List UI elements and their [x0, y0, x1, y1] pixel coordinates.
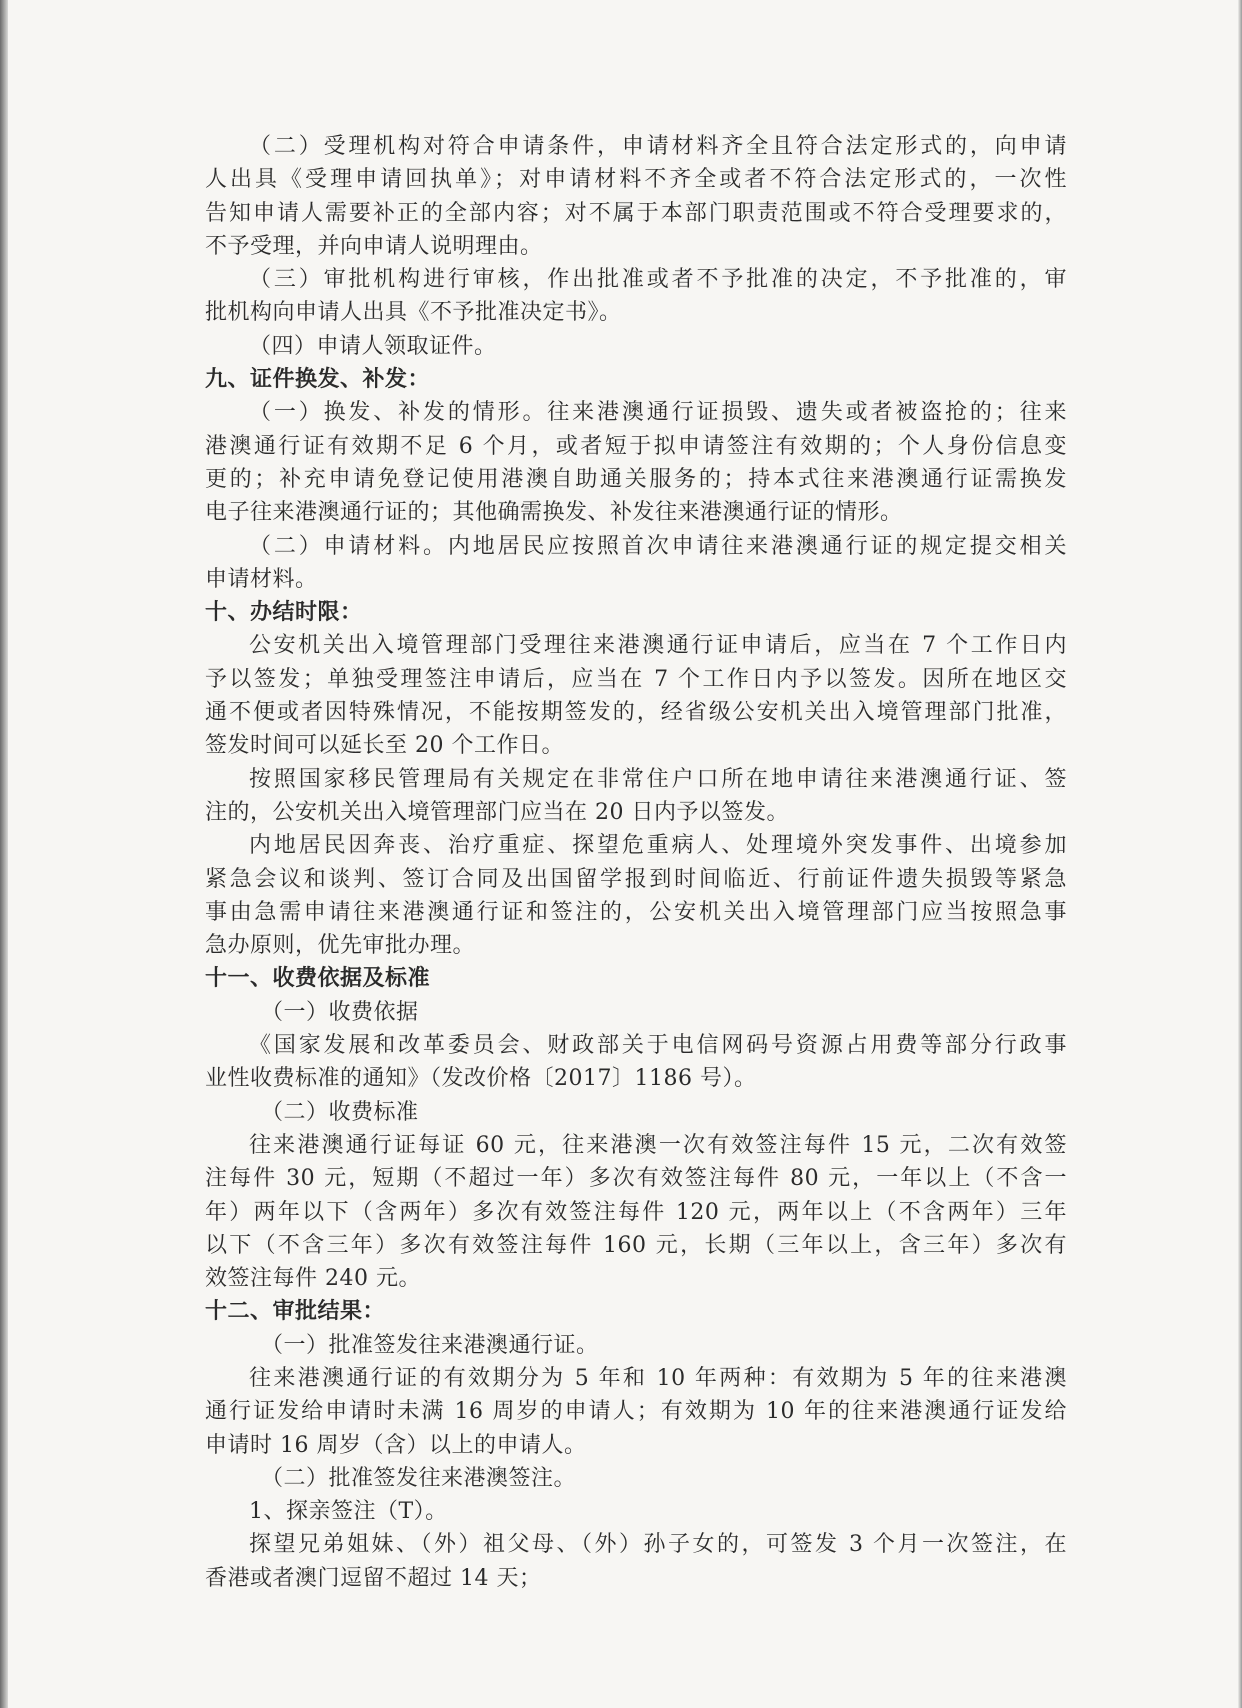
text-line: 急办原则，优先审批办理。 — [205, 933, 476, 959]
text-line: 香港或者澳门逗留不超过 14 天； — [205, 1565, 542, 1591]
text-line: 申请材料。 — [205, 566, 318, 592]
text-line: 往来港澳通行证每证 60 元，往来港澳一次有效签注每件 15 元，二次有效签 — [249, 1132, 1067, 1158]
text-line: 事由急需申请往来港澳通行证和签注的，公安机关出入境管理部门应当按照急事 — [205, 899, 1067, 925]
text-line: （一）收费依据 — [261, 999, 419, 1025]
text-line: 注的，公安机关出入境管理部门应当在 20 日内予以签发。 — [205, 799, 789, 825]
text-line: （一）批准签发往来港澳通行证。 — [261, 1332, 599, 1358]
text-line: 公安机关出入境管理部门受理往来港澳通行证申请后，应当在 7 个工作日内 — [249, 633, 1067, 659]
text-line: 业性收费标准的通知》（发改价格〔2017〕1186 号）。 — [205, 1066, 757, 1092]
scan-edge-right — [1238, 0, 1242, 1708]
text-line: （一）换发、补发的情形。往来港澳通行证损毁、遗失或者被盗抢的；往来 — [249, 400, 1067, 426]
scan-edge-left — [0, 0, 8, 1708]
text-line: 按照国家移民管理局有关规定在非常住户口所在地申请往来港澳通行证、签 — [249, 766, 1067, 792]
text-line: 告知申请人需要补正的全部内容；对不属于本部门职责范围或不符合受理要求的， — [205, 200, 1067, 226]
text-line: 1、探亲签注（T）。 — [249, 1499, 448, 1525]
text-line: 签发时间可以延长至 20 个工作日。 — [205, 733, 564, 759]
text-line: （二）申请材料。内地居民应按照首次申请往来港澳通行证的规定提交相关 — [249, 533, 1067, 559]
text-line: 人出具《受理申请回执单》；对申请材料不齐全或者不符合法定形式的，一次性 — [205, 167, 1067, 193]
text-line: 年）两年以下（含两年）多次有效签注每件 120 元，两年以上（不含两年）三年 — [205, 1199, 1067, 1225]
text-line: 内地居民因奔丧、治疗重症、探望危重病人、处理境外突发事件、出境参加 — [249, 833, 1067, 859]
section-heading: 十二、审批结果： — [205, 1299, 386, 1325]
text-line: 探望兄弟姐妹、（外）祖父母、（外）孙子女的，可签发 3 个月一次签注，在 — [249, 1532, 1067, 1558]
text-line: （四）申请人领取证件。 — [249, 333, 497, 359]
text-line: 港澳通行证有效期不足 6 个月，或者短于拟申请签注有效期的；个人身份信息变 — [205, 433, 1067, 459]
text-line: （二）收费标准 — [261, 1099, 419, 1125]
document-page — [205, 130, 1067, 1595]
text-line: 申请时 16 周岁（含）以上的申请人。 — [205, 1432, 587, 1458]
text-line: 往来港澳通行证的有效期分为 5 年和 10 年两种：有效期为 5 年的往来港澳 — [249, 1365, 1067, 1391]
text-line: 《国家发展和改革委员会、财政部关于电信网码号资源占用费等部分行政事 — [249, 1033, 1067, 1059]
section-heading: 十一、收费依据及标准 — [205, 966, 431, 992]
text-line: 予以签发；单独受理签注申请后，应当在 7 个工作日内予以签发。因所在地区交 — [205, 666, 1067, 692]
text-line: 以下（不含三年）多次有效签注每件 160 元，长期（三年以上，含三年）多次有 — [205, 1232, 1067, 1258]
text-line: 电子往来港澳通行证的；其他确需换发、补发往来港澳通行证的情形。 — [205, 500, 903, 526]
text-line: （二）批准签发往来港澳签注。 — [261, 1465, 577, 1491]
text-line: 通不便或者因特殊情况，不能按期签发的，经省级公安机关出入境管理部门批准， — [205, 700, 1067, 726]
section-heading: 十、办结时限： — [205, 600, 363, 626]
text-line: 紧急会议和谈判、签订合同及出国留学报到时间临近、行前证件遗失损毁等紧急 — [205, 866, 1067, 892]
text-line: （二）受理机构对符合申请条件，申请材料齐全且符合法定形式的，向申请 — [249, 134, 1067, 159]
text-line: （三）审批机构进行审核，作出批准或者不予批准的决定，不予批准的，审 — [249, 267, 1067, 293]
text-line: 注每件 30 元，短期（不超过一年）多次有效签注每件 80 元，一年以上（不含一 — [205, 1166, 1067, 1192]
text-line: 效签注每件 240 元。 — [205, 1266, 421, 1292]
text-line: 批机构向申请人出具《不予批准决定书》。 — [205, 300, 622, 326]
text-line: 更的；补充申请免登记使用港澳自助通关服务的；持本式往来港澳通行证需换发 — [205, 466, 1067, 492]
text-line: 不予受理，并向申请人说明理由。 — [205, 233, 543, 259]
text-line: 通行证发给申请时未满 16 周岁的申请人；有效期为 10 年的往来港澳通行证发给 — [205, 1399, 1067, 1425]
section-heading: 九、证件换发、补发： — [205, 367, 431, 393]
